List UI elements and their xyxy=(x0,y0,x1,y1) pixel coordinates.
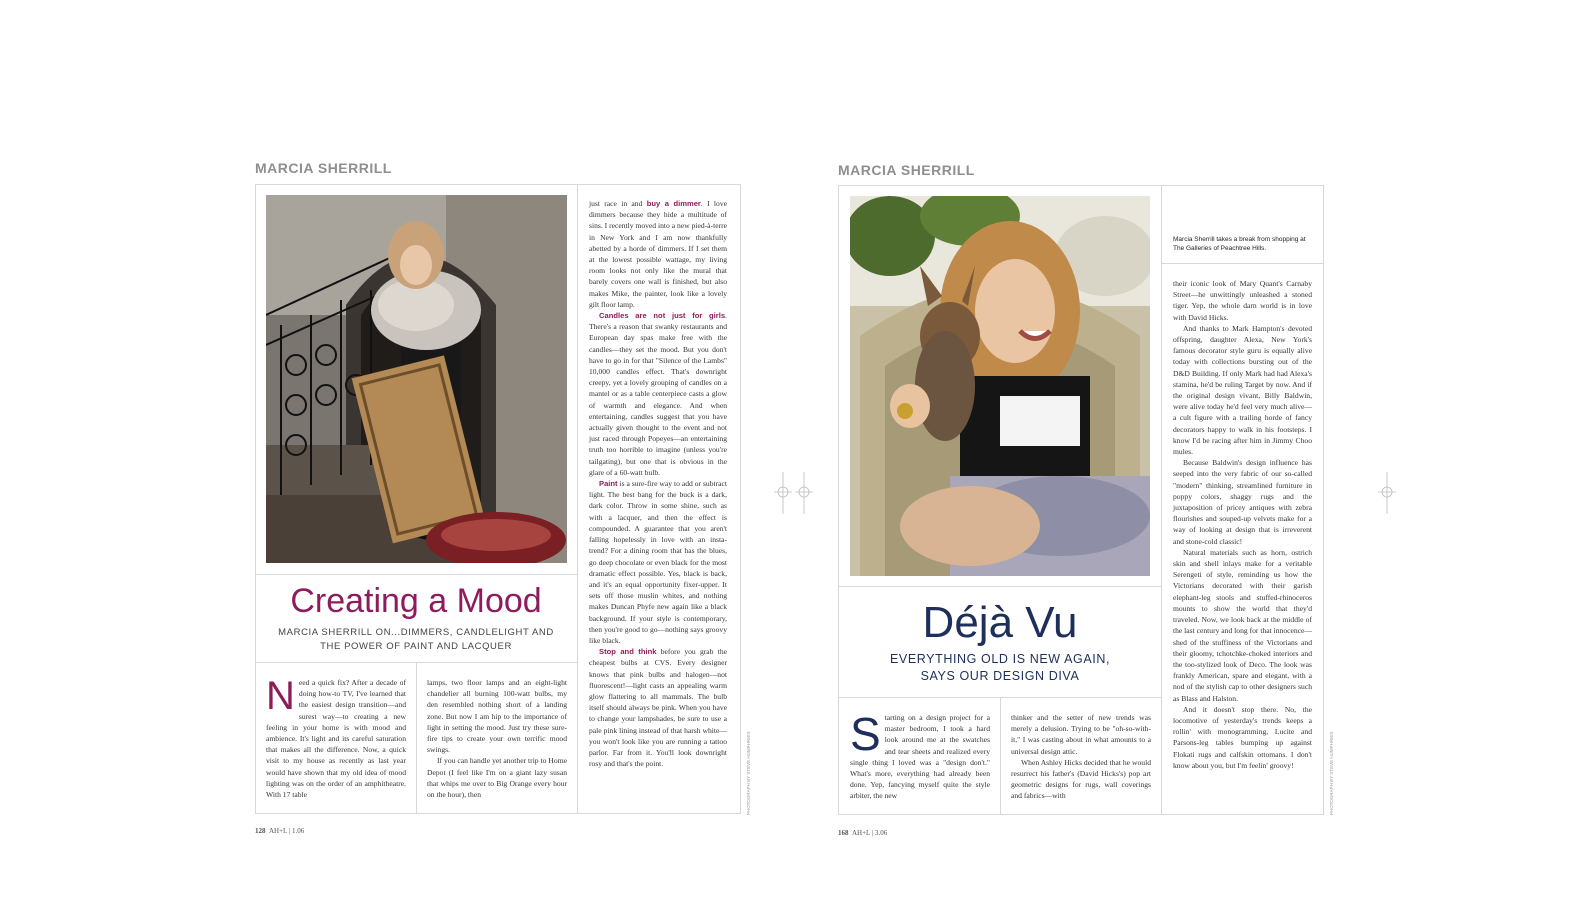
left-col3-para-4: before you grab the cheapest bulbs at CVS. Every designer knows that pink bulbs and halogen—not fluorescent!—light casts an appealing warm glow flattering to all mammals. The bulb itself should always be pink. When you have to change your lampshades, be sure to use a pale pink lining instead of that harsh white—you won't look like you are running a tattoo parlor. Far from it. You'll look downright rosy and that's the point. xyxy=(589,647,727,769)
right-photo-rule xyxy=(838,586,1162,587)
left-body-col-1 xyxy=(266,674,406,800)
right-col1-text: tarting on a design project for a master bedroom, I took a hard look around me at the swatches and tear sheets and realized every single thing I loved was a "design don't." What's more, everything had already been done. Yep, fancying myself quite the style arbiter, the new xyxy=(850,713,990,801)
right-col3-para-1: their iconic look of Mary Quant's Carnaby Street—he unwittingly unleashed a stoned tiger. Yep, the whole darn world is in love with David Hicks. xyxy=(1173,279,1312,322)
right-col3-para-5: And it doesn't stop there. No, the locomotive of yesterday's trends keeps a rollin' with monogramming, Lucite and Parsons-leg tables bumping up against Flokati rugs and calfskin ottomans. I don't know about you, but I'm feelin' groovy! xyxy=(1173,704,1312,770)
right-folio xyxy=(838,829,887,837)
left-col3-intro: just race in and xyxy=(589,199,643,208)
right-page-number: 168 xyxy=(838,829,849,837)
right-body-col-2 xyxy=(1011,712,1151,802)
right-caption-rule xyxy=(1161,263,1324,264)
left-deck-line-1: MARCIA SHERRILL ON...DIMMERS, CANDLELIGHT AND xyxy=(278,627,554,638)
left-article-deck xyxy=(256,626,576,654)
right-photo-caption: Marcia Sherrill takes a break from shopping at The Galleries of Peachtree Hills. xyxy=(1173,236,1306,252)
left-col2-para-1: lamps, two floor lamps and an eight-light chandelier all burning 100-watt bulbs, my den resembled nothing short of a landing zone. But now I am hip to the importance of light in setting the mood. Just try these sure-fire tips to create your own terrific mood swings. xyxy=(427,678,567,755)
right-article-title: Déjà Vu xyxy=(922,598,1078,647)
left-col3-para-2: . There's a reason that swanky restaurants and European day spas make free with the candles—they set the mood. But you don't have to go in for that "Silence of the Lambs" 10,000 candles effect. That's downright creepy, yet a lovely grouping of candles on a mantel or as a table centerpiece casts a glow of warmth and elegance. And when entertaining, candles suggest that you have actually given thought to the event and not just raced through Popeyes—an entertaining truth too horrible to imagine (unless you're tailgating), but one that is obvious in the glare of a 60-watt bulb. xyxy=(589,311,727,477)
left-subhead-dimmer: buy a dimmer xyxy=(646,199,701,208)
left-col3-para-3: is a sure-fire way to add or subtract light. The best bang for the buck is a dark, dark color. Throw in some shine, such as with a lacquer, and then the effect is compounded. A guarantee that you aren't falling hopelessly in love with an insta-trend? For a dining room that has the blues, go deep chocolate or even black for the most dramatic effect possible. Yes, black is back, and it's an equal opportunity fixer-upper. It sets off those muslin whites, and nothing makes Duncan Phyfe new again like a black background. If your style is contemporary, then you're good to go—nothing says groovy like black. xyxy=(589,479,727,645)
right-drop-cap: S xyxy=(850,708,881,760)
registration-mark-center xyxy=(772,472,816,516)
right-feature-photo xyxy=(850,196,1150,576)
left-body-col-2 xyxy=(427,677,567,800)
right-column-divider xyxy=(1161,185,1162,815)
right-col3-para-4: Natural materials such as horn, ostrich skin and shell inlays make for a veritable Serengeti of style, reminding us how the Victorians decorated with their garish elephant-leg stools and stuffed-rhinoceros mounts to show the world that they'd traveled. Now, we look back at the middle of the last century and long for that innocence—shed of the stuffiness of the Victorians and their gloomy, tchotchke-choked interiors and the too-stylized look of Deco. The look was frankly American, spare and elegant, with a nod of the stylish cap to other designers such as Blass and Halston. xyxy=(1173,547,1312,703)
right-deck-line-1: EVERYTHING OLD IS NEW AGAIN, xyxy=(889,652,1111,666)
right-col2-para-1: thinker and the setter of new trends was merely a delusion. Trying to be "oh-so-with-it," I was casting about in what amounts to a universal design attic. xyxy=(1011,713,1151,756)
left-article-title: Creating a Mood xyxy=(290,582,542,620)
left-magazine-issue: AH+L | 1.06 xyxy=(269,827,305,835)
left-folio xyxy=(255,827,304,835)
left-drop-cap: N xyxy=(266,674,295,718)
left-col2-para-2: If you can handle yet another trip to Home Depot (I feel like I'm on a giant lazy susan that whips me over to Big Orange every hour on the hour), then xyxy=(427,756,567,800)
left-photo-rule xyxy=(255,574,578,575)
left-author-name: MARCIA SHERRILL xyxy=(255,160,392,176)
right-photo-credit: PHOTOGRAPH BY STEVE HUMPHRIES xyxy=(1329,731,1334,815)
left-body-col-3 xyxy=(589,198,727,769)
right-deck-line-2: SAYS OUR DESIGN DIVA xyxy=(920,669,1080,683)
left-column-divider xyxy=(577,184,578,814)
left-page-number: 128 xyxy=(255,827,266,835)
right-author-name: MARCIA SHERRILL xyxy=(838,162,975,178)
right-body-col-1 xyxy=(850,708,990,802)
right-body-col-3 xyxy=(1173,278,1312,771)
left-subhead-paint: Paint xyxy=(599,479,618,489)
left-feature-photo xyxy=(266,195,567,563)
right-body-divider xyxy=(1000,697,1001,815)
left-subhead-stop: Stop and think xyxy=(599,647,657,657)
left-subhead-candles: Candles are not just for girls xyxy=(599,311,726,321)
registration-mark-right xyxy=(1376,472,1400,516)
right-col2-para-2: When Ashley Hicks decided that he would resurrect his father's (David Hicks's) pop art geometric designs for rugs, wall coverings and fabrics—with xyxy=(1011,757,1151,801)
right-article-deck xyxy=(839,651,1161,685)
left-col3-para-1: . I love dimmers because they hide a multitude of sins. I recently moved into a new pied-à-terre in New York and I am now thankfully abetted by a horde of dimmers. If I set them at the lowest possible wattage, my living room looks not only like the mural that barely covers one wall is finished, but also makes Mike, the painter, look like a lovely gilt floor lamp. xyxy=(589,199,727,309)
left-col1-text: eed a quick fix? After a decade of doing how-to TV, I've learned that the easiest design transition—and surest way—to creating a new feeling in your home is with mood and ambience. It's light and its careful saturation that makes all the difference. Now, a quick visit to my house as recently as last year would have shown that my old idea of mood lighting was on the order of an amphitheatre. With 17 table xyxy=(266,678,406,800)
left-deck-line-2: THE POWER OF PAINT AND LACQUER xyxy=(320,641,512,652)
left-photo-credit: PHOTOGRAPH BY STEVE HUMPHRIES xyxy=(746,731,751,815)
right-col3-para-2: And thanks to Mark Hampton's devoted offspring, daughter Alexa, New York's famous decorator style guru is equally alive today with collections bursting out of the D&D Building. If only Mark had had Alexa's stamina, he'd be ruling Target by now. And if the original design vivant, Billy Baldwin, were alive today he'd feel very much alive—a cult figure with a trailing horde of fancy decorators happy to walk in his footsteps. I know I'd be racing after him in Jimmy Choo mules. xyxy=(1173,323,1312,457)
right-magazine-issue: AH+L | 3.06 xyxy=(852,829,888,837)
right-col3-para-3: Because Baldwin's design influence has seeped into the very fabric of our so-called "modern" thinking, streamlined furniture in poppy colors, shaggy rugs and the juxtaposition of pricey antiques with zebra flourishes and souped-up velvets make for a way of looking at design that is irreverent and stone-cold classic! xyxy=(1173,458,1312,546)
left-body-divider xyxy=(416,662,417,814)
